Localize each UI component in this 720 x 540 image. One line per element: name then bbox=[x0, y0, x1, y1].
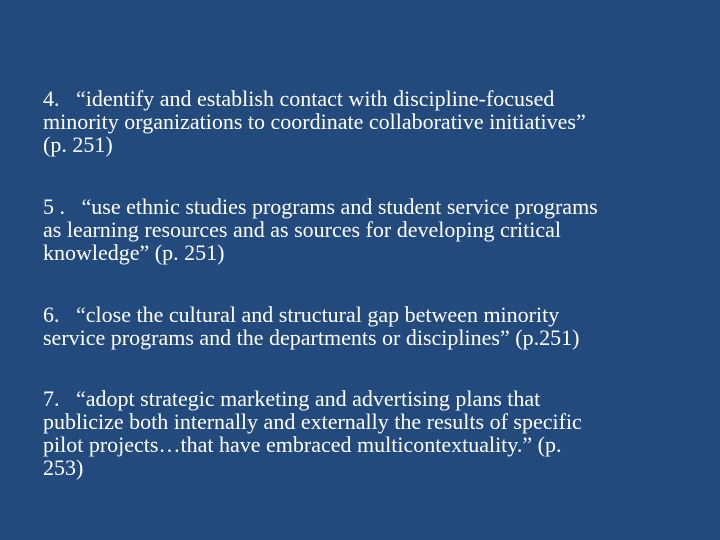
list-item-4: 4. “identify and establish contact with discipline-focused minority organizations to coordinate collaborative initiatives” (p. 251) bbox=[43, 86, 586, 157]
list-item-7: 7. “adopt strategic marketing and advertising plans that publicize both internally and externally the results of specific pilot projects…that have embraced multicontextuality.” (p. 253) bbox=[43, 386, 582, 480]
list-item-6: 6. “close the cultural and structural gap between minority service programs and the departments or disciplines” (p.251) bbox=[43, 302, 580, 350]
list-item-5: 5 . “use ethnic studies programs and student service programs as learning resources and as sources for developing critical knowledge” (p. 251) bbox=[43, 194, 598, 265]
